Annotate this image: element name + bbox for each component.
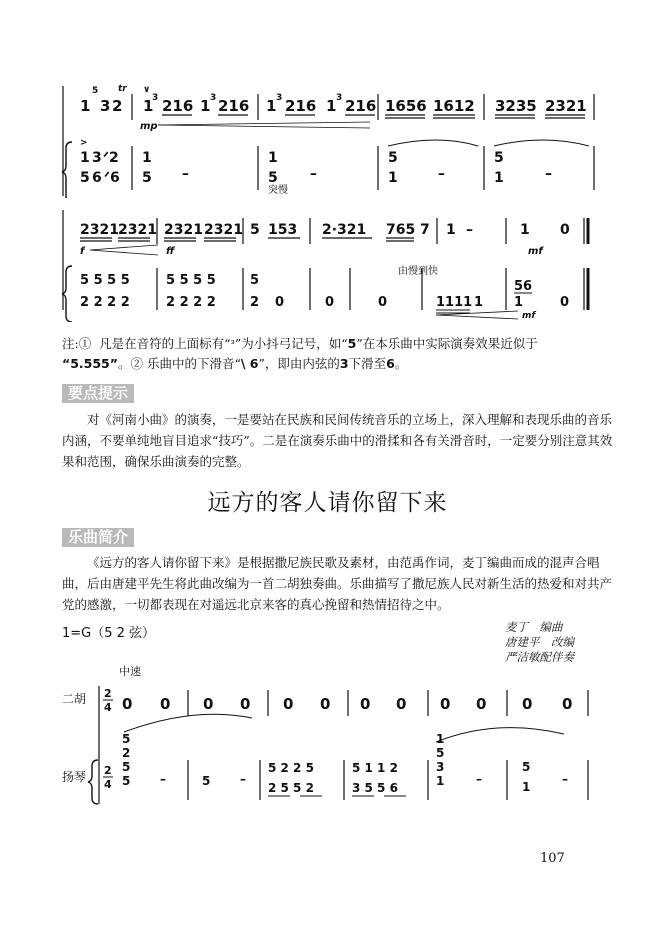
svg-text:5 1 1 2: 5 1 1 2 xyxy=(352,761,398,775)
svg-text:ᐟ2: ᐟ2 xyxy=(103,150,119,166)
svg-text:突慢: 突慢 xyxy=(268,185,288,196)
svg-text:0: 0 xyxy=(476,695,487,713)
svg-text:3235: 3235 xyxy=(495,97,537,115)
svg-text:5: 5 xyxy=(142,170,152,186)
svg-text:0: 0 xyxy=(325,295,335,310)
svg-text:mf: mf xyxy=(522,311,536,321)
svg-text:153: 153 xyxy=(268,222,298,238)
svg-text:4: 4 xyxy=(104,701,112,714)
svg-text:1612: 1612 xyxy=(433,97,475,115)
svg-text:1: 1 xyxy=(446,222,456,238)
score-system-1 xyxy=(0,78,655,198)
section-heading-intro: 乐曲简介 xyxy=(62,528,134,547)
svg-text:1: 1 xyxy=(142,150,152,166)
svg-text:0: 0 xyxy=(562,695,573,713)
svg-text:mp: mp xyxy=(140,121,158,132)
svg-text:ff: ff xyxy=(166,246,175,257)
svg-text:5 5 5 5: 5 5 5 5 xyxy=(166,273,216,288)
svg-text:3: 3 xyxy=(152,93,159,103)
svg-text:3: 3 xyxy=(92,150,102,166)
instrument-yangqin: 扬琴 xyxy=(62,770,87,784)
svg-text:2: 2 xyxy=(112,97,123,115)
svg-text:3: 3 xyxy=(100,97,111,115)
svg-text:1: 1 xyxy=(266,97,277,115)
erhu-notes xyxy=(122,695,572,713)
svg-text:–: – xyxy=(310,166,317,182)
svg-text:ᐟ6: ᐟ6 xyxy=(104,170,120,186)
svg-text:2 5 5 2: 2 5 5 2 xyxy=(268,781,314,795)
svg-text:1: 1 xyxy=(80,150,90,166)
svg-text:216: 216 xyxy=(345,97,377,115)
svg-text:1: 1 xyxy=(520,222,530,238)
svg-text:5: 5 xyxy=(122,760,131,774)
svg-text:5: 5 xyxy=(388,150,398,166)
svg-text:0: 0 xyxy=(522,695,533,713)
svg-text:2: 2 xyxy=(104,687,112,700)
svg-text:0: 0 xyxy=(378,295,388,310)
svg-text:216: 216 xyxy=(218,97,250,115)
svg-text:2 2 2 2: 2 2 2 2 xyxy=(166,295,216,310)
svg-text:1: 1 xyxy=(80,97,91,115)
svg-text:0: 0 xyxy=(122,695,133,713)
svg-text:1: 1 xyxy=(514,295,524,310)
svg-text:1: 1 xyxy=(474,295,484,310)
svg-text:216: 216 xyxy=(285,97,317,115)
svg-text:–: – xyxy=(466,222,473,238)
svg-text:f: f xyxy=(80,246,85,257)
svg-text:2321: 2321 xyxy=(204,222,243,238)
svg-text:1: 1 xyxy=(388,170,398,186)
svg-text:0: 0 xyxy=(160,695,171,713)
svg-text:216: 216 xyxy=(162,97,194,115)
svg-text:1: 1 xyxy=(494,170,504,186)
tips-paragraph: 对《河南小曲》的演奏，一是要站在民族和民间传统音乐的立场上，深入理解和表现乐曲的音乐内涵，不要单纯地盲目追求“技巧”。二是在演奏乐曲中的滑揉和各有关滑音时，一定要分别注意其效果和范围，确保乐曲演奏的完整。 xyxy=(62,412,613,469)
svg-text:mf: mf xyxy=(528,246,543,257)
svg-text:4: 4 xyxy=(104,778,112,791)
svg-text:5: 5 xyxy=(250,222,260,238)
svg-text:2321: 2321 xyxy=(80,222,119,238)
svg-text:由慢到快: 由慢到快 xyxy=(398,266,438,277)
svg-text:2: 2 xyxy=(104,764,112,777)
svg-text:0: 0 xyxy=(203,695,214,713)
svg-text:1: 1 xyxy=(436,774,445,788)
svg-text:5: 5 xyxy=(202,774,211,788)
svg-text:0: 0 xyxy=(320,695,331,713)
svg-text:5: 5 xyxy=(436,746,445,760)
svg-text:0: 0 xyxy=(283,695,294,713)
svg-text:2·321: 2·321 xyxy=(322,222,367,238)
svg-text:0: 0 xyxy=(560,222,570,238)
svg-text:∨: ∨ xyxy=(143,85,151,95)
svg-text:3: 3 xyxy=(210,93,217,103)
svg-text:0: 0 xyxy=(360,695,371,713)
svg-text:1: 1 xyxy=(436,732,445,746)
svg-text:5: 5 xyxy=(122,732,131,746)
svg-text:2: 2 xyxy=(250,295,260,310)
credits: 麦丁 编曲 唐建平 改编 严洁敏配伴奏 xyxy=(505,620,574,664)
page-number: 107 xyxy=(540,851,565,866)
piece-title: 远方的客人请你留下来 xyxy=(207,490,448,516)
svg-text:>: > xyxy=(80,138,88,148)
svg-text:1: 1 xyxy=(326,97,337,115)
svg-text:0: 0 xyxy=(240,695,251,713)
svg-text:5: 5 xyxy=(80,170,90,186)
row2-top-notes xyxy=(80,222,570,238)
score-system-2 xyxy=(0,182,655,322)
svg-text:5: 5 xyxy=(268,170,278,186)
svg-text:1656: 1656 xyxy=(385,97,427,115)
svg-text:56: 56 xyxy=(514,279,533,294)
svg-text:–: – xyxy=(240,772,246,786)
svg-text:0: 0 xyxy=(396,695,407,713)
svg-text:5: 5 xyxy=(522,760,531,774)
svg-text:1111: 1111 xyxy=(436,295,473,310)
svg-text:6: 6 xyxy=(92,170,102,186)
svg-text:2321: 2321 xyxy=(118,222,157,238)
key-signature: 1=G（5 2 弦） xyxy=(62,626,156,641)
svg-text:0: 0 xyxy=(560,295,570,310)
svg-text:–: – xyxy=(562,772,568,786)
svg-text:765: 765 xyxy=(386,222,416,238)
svg-text:3: 3 xyxy=(276,93,283,103)
instrument-erhu: 二胡 xyxy=(62,692,87,706)
tempo-marking: 中速 xyxy=(119,665,141,678)
svg-text:–: – xyxy=(160,772,166,786)
svg-text:0: 0 xyxy=(275,295,285,310)
intro-paragraph: 《远方的客人请你留下来》是根据撒尼族民歌及素材，由范禹作词，麦丁编曲而成的混声合唱曲，后由唐建平先生将此曲改编为一首二胡独奏曲。乐曲描写了撒尼族人民对新生活的热爱和对共产党的感激，一切都表现在对遥远北京来客的真心挽留和热情招待之中。 xyxy=(62,555,613,612)
svg-text:–: – xyxy=(438,166,445,182)
svg-text:5: 5 xyxy=(250,273,260,288)
svg-text:–: – xyxy=(545,166,552,182)
svg-text:–: – xyxy=(182,166,189,182)
svg-text:2 2 2 2: 2 2 2 2 xyxy=(80,295,130,310)
svg-text:7: 7 xyxy=(420,222,430,238)
svg-text:5: 5 xyxy=(92,86,99,96)
score-system-3 xyxy=(0,680,655,810)
svg-text:5 2 2 5: 5 2 2 5 xyxy=(268,761,314,775)
svg-text:1: 1 xyxy=(522,780,531,794)
svg-text:1: 1 xyxy=(268,150,278,166)
svg-text:–: – xyxy=(476,772,482,786)
footnote: 注:① 凡是在音符的上面标有“ᵌ”为小抖弓记号，如“5”在本乐曲中实际演奏效果近似于 “5.555”。② 乐曲中的下滑音“\ 6”，即由内弦的3下滑至6。 xyxy=(62,336,538,371)
svg-text:3 5 5 6: 3 5 5 6 xyxy=(352,781,398,795)
svg-text:1: 1 xyxy=(143,97,154,115)
svg-text:5: 5 xyxy=(122,774,131,788)
svg-text:5 5 5 5: 5 5 5 5 xyxy=(80,273,130,288)
svg-text:5: 5 xyxy=(494,150,504,166)
svg-text:2: 2 xyxy=(122,746,131,760)
svg-text:tr: tr xyxy=(118,84,127,94)
svg-text:3: 3 xyxy=(436,760,445,774)
svg-text:0: 0 xyxy=(440,695,451,713)
section-heading-tips: 要点提示 xyxy=(62,384,134,403)
svg-text:3: 3 xyxy=(336,93,343,103)
svg-text:1: 1 xyxy=(200,97,211,115)
svg-text:2321: 2321 xyxy=(545,97,587,115)
svg-text:2321: 2321 xyxy=(164,222,203,238)
